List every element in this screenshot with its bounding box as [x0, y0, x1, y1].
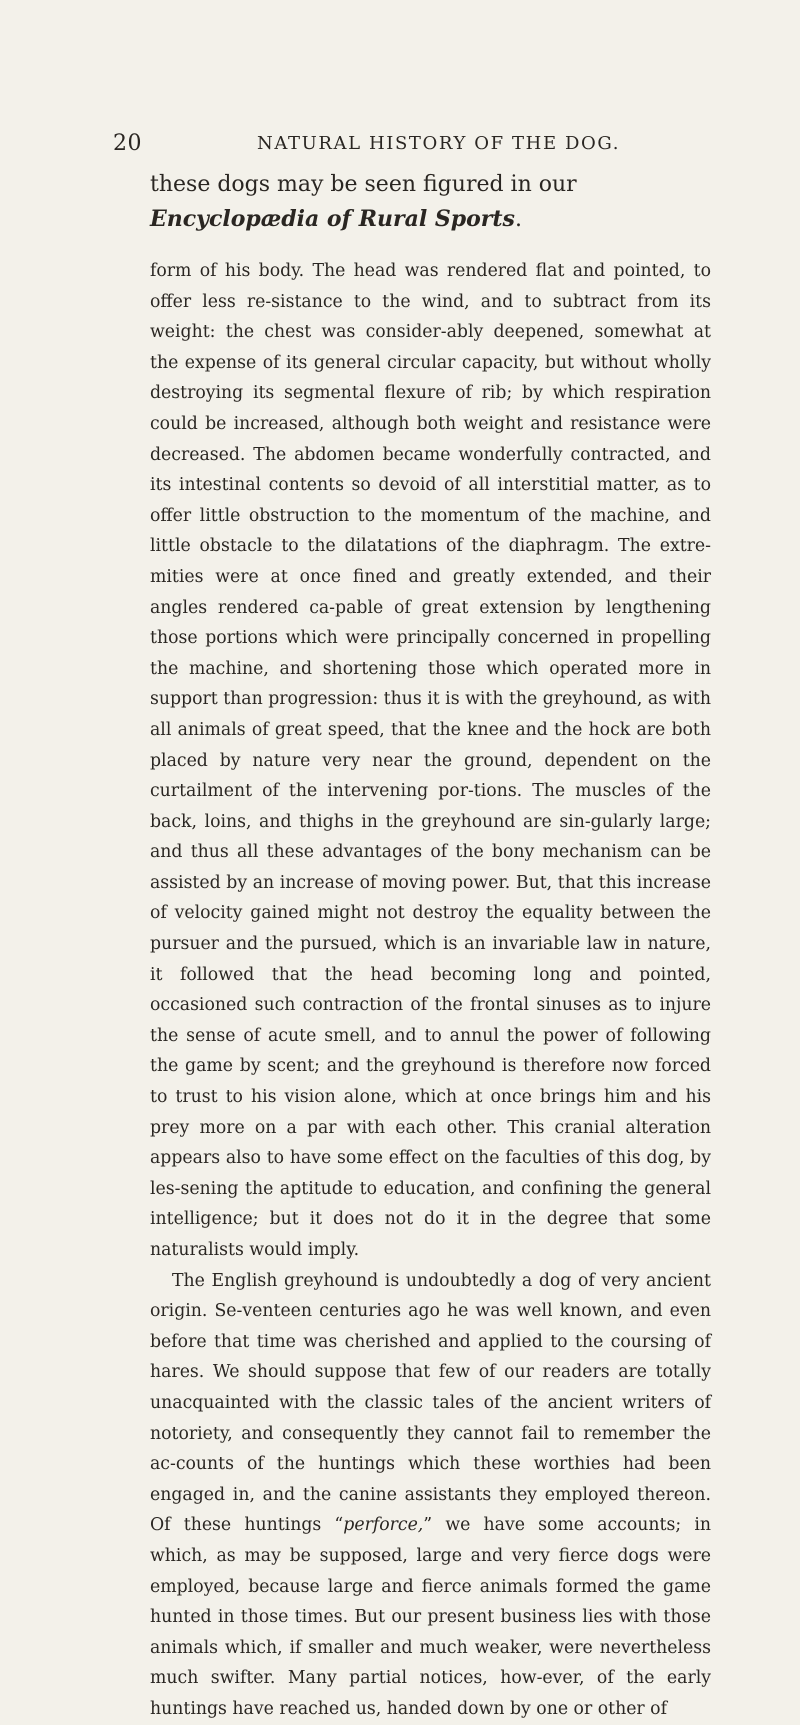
perforce-italic: perforce, — [343, 1515, 424, 1536]
paragraph-english-greyhound — [150, 1266, 711, 1725]
page-number: 20 — [113, 131, 142, 156]
paragraph-body-form — [150, 256, 711, 1266]
figure-note — [150, 168, 710, 237]
paragraph-text-after: ” we have some accounts; in which, as may be supposed, large and very fierce dogs were employed, because large and fierce animals formed the game hunted in those times. But our present business lies with those animals which, if smaller and much weaker, were nevertheless much swifter. Many partial notices, how-ever, of the early huntings have reached us, handed down by one or other of — [150, 1515, 711, 1719]
running-title: NATURAL HISTORY OF THE DOG. — [257, 133, 621, 154]
note-text: these dogs may be seen figured in our — [150, 172, 577, 197]
paragraph-text-before: The English greyhound is undoubtedly a dog of very ancient origin. Se-venteen centuries ago he was well known, and even before that time was cherished and applied to the coursing of hares. We should suppose that few of our readers are totally unacquainted with the classic tales of the ancient writers of notoriety, and consequently they cannot fail to remember the ac-counts of the huntings which these worthies had been engaged in, and the canine assistants they employed thereon. Of these huntings “ — [150, 1270, 711, 1536]
body-text — [150, 256, 711, 1725]
encyclopaedia-title: Encyclopædia of Rural Sports — [150, 206, 515, 232]
note-period: . — [514, 207, 522, 232]
paragraph-text: form of his body. The head was rendered flat and pointed, to offer less re-sistance to the wind, and to subtract from its weight: the chest was consider-ably deepened, somewhat at the expense of its general circular capacity, but without wholly destroying its segmental flexure of rib; by which respiration could be increased, although both weight and resistance were decreased. The abdomen became wonderfully contracted, and its intestinal contents so devoid of all interstitial matter, as to offer little obstruction to the momentum of the machine, and little obstacle to the dilatations of the diaphragm. The extre-mities were at once fined and greatly extended, and their angles rendered ca-pable of great extension by lengthening those portions which were principally concerned in propelling the machine, and shortening those which operated more in support than progression: thus it is with the greyhound, as with all animals of great speed, that the knee and the hock are both placed by nature very near the ground, dependent on the curtailment of the intervening por-tions. The muscles of the back, loins, and thighs in the greyhound are sin-gularly large; and thus all these advantages of the bony mechanism can be assisted by an increase of moving power. But, that this increase of velocity gained might not destroy the equality between the pursuer and the pursued, which is an invariable law in nature, it followed that the head becoming long and pointed, occasioned such contraction of the frontal sinuses as to injure the sense of acute smell, and to annul the power of following the game by scent; and the greyhound is therefore now forced to trust to his vision alone, which at once brings him and his prey more on a par with each other. This cranial alteration appears also to have some effect on the faculties of this dog, by les-sening the aptitude to education, and confining the general intelligence; but it does not do it in the degree that some naturalists would imply. — [150, 261, 711, 1260]
running-head — [113, 131, 693, 161]
